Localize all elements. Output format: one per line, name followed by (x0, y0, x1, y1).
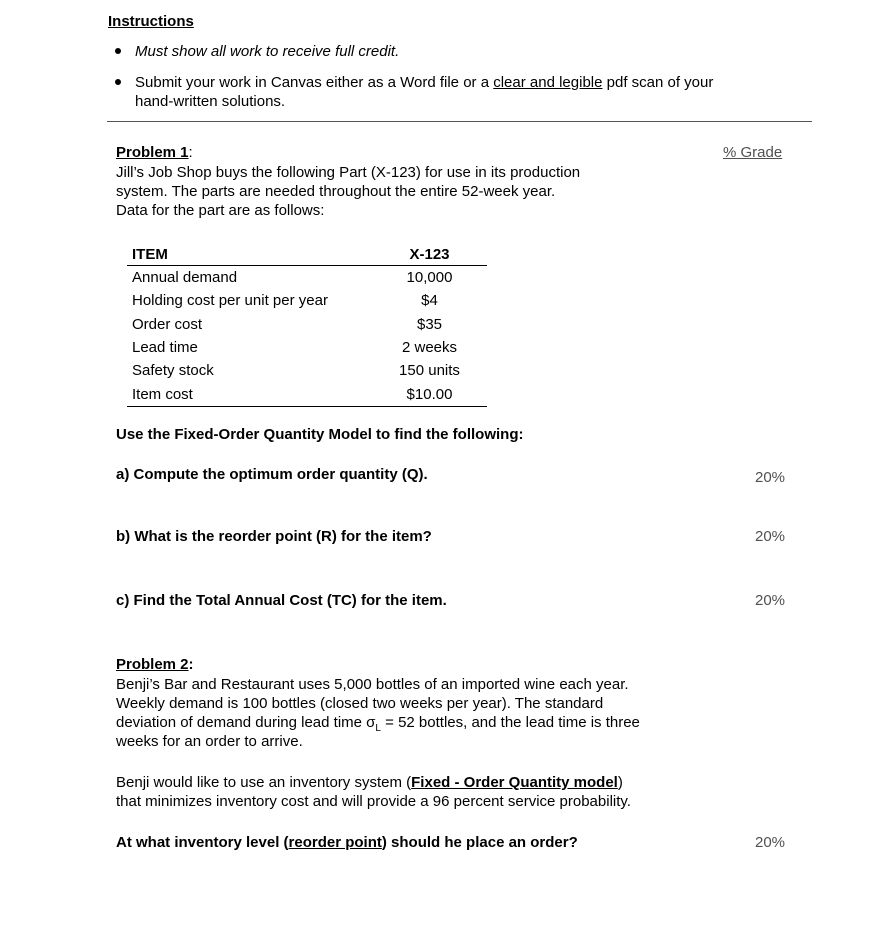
instruction-bullet-2-emphasis: clear and legible (493, 74, 603, 91)
bullet-dot (115, 48, 121, 54)
question-a-grade: 20% (755, 469, 786, 486)
column-header-value: X-123 (409, 245, 450, 263)
problem2-title-text: Problem 2 (116, 656, 189, 673)
problem2-line: Benji’s Bar and Restaurant uses 5,000 bottles of an imported wine each year. (116, 676, 629, 693)
question-c-grade: 20% (755, 592, 786, 609)
problem2-question-grade: 20% (755, 834, 786, 851)
instruction-bullet-2-text-post: pdf scan of your (602, 74, 714, 91)
section-divider (107, 121, 812, 122)
table-row (127, 382, 487, 406)
row-value: 10,000 (406, 269, 453, 287)
row-item: Lead time (132, 339, 198, 357)
question-emphasis: reorder point (288, 834, 382, 851)
instruction-bullet-2-text-pre: Submit your work in Canvas either as a Word file or a (135, 74, 494, 91)
column-header-item: ITEM (132, 245, 168, 263)
part-data-table (127, 243, 487, 407)
row-value: $4 (421, 292, 438, 310)
instruction-bullet-2-line2: hand-written solutions. (135, 93, 286, 110)
model-prompt: Use the Fixed-Order Quantity Model to find the following: (116, 426, 524, 443)
sigma-text-post: = 52 bottles, and the lead time is three (380, 714, 640, 731)
row-item: Safety stock (132, 362, 214, 380)
problem1-desc-line: system. The parts are needed throughout the entire 52-week year. (116, 183, 556, 200)
row-value: 150 units (399, 362, 460, 380)
row-item: Holding cost per unit per year (132, 292, 328, 310)
bullet-dot (115, 79, 121, 85)
problem2-line (116, 713, 640, 732)
problem1-desc-line: Jill’s Job Shop buys the following Part (X-123) for use in its production (116, 164, 581, 181)
row-value: $10.00 (406, 385, 453, 403)
problem2-title-colon: : (188, 656, 194, 673)
problem1-title-text: Problem 1 (116, 144, 189, 161)
question-text-pre: At what inventory level ( (116, 834, 289, 851)
table-row (127, 336, 487, 359)
problem2-question (116, 833, 578, 852)
row-item: Item cost (132, 385, 193, 403)
p2-text-post: ) (617, 774, 623, 791)
instructions-heading: Instructions (108, 13, 194, 30)
question-c: c) Find the Total Annual Cost (TC) for the item. (116, 592, 447, 609)
problem2-paragraph-1 (116, 675, 640, 751)
p2-text-pre: Benji would like to use an inventory system ( (116, 774, 412, 791)
problem2-line: that minimizes inventory cost and will provide a 96 percent service probability. (116, 793, 631, 810)
model-name: Fixed - Order Quantity model (411, 774, 618, 791)
instruction-bullet-1: Must show all work to receive full credit. (135, 43, 400, 60)
table-row (127, 266, 487, 290)
problem1-title-colon: : (188, 144, 193, 161)
table-row (127, 289, 487, 312)
question-a: a) Compute the optimum order quantity (Q). (116, 466, 428, 483)
row-item: Order cost (132, 315, 203, 333)
row-value: 2 weeks (401, 339, 458, 357)
sigma-subscript: L (375, 723, 381, 734)
question-text-post: ) should he place an order? (381, 834, 578, 851)
question-b-grade: 20% (755, 528, 786, 545)
problem2-line: weeks for an order to arrive. (116, 733, 303, 750)
problem1-title (116, 143, 193, 162)
table-header-row (127, 243, 487, 266)
problem1-desc-line: Data for the part are as follows: (116, 202, 325, 219)
table-row (127, 359, 487, 382)
problem2-title (116, 655, 194, 674)
question-b: b) What is the reorder point (R) for the item? (116, 528, 432, 545)
table-row (127, 313, 487, 336)
problem1-description (116, 163, 580, 220)
sigma-text: deviation of demand during lead time σ (116, 714, 376, 731)
row-value: $35 (416, 315, 443, 333)
grade-column-header: % Grade (723, 144, 783, 161)
problem2-line (116, 773, 631, 792)
problem2-line: Weekly demand is 100 bottles (closed two weeks per year). The standard (116, 695, 604, 712)
problem2-paragraph-2 (116, 773, 631, 811)
instruction-bullet-2 (135, 73, 795, 111)
row-item: Annual demand (132, 269, 238, 287)
